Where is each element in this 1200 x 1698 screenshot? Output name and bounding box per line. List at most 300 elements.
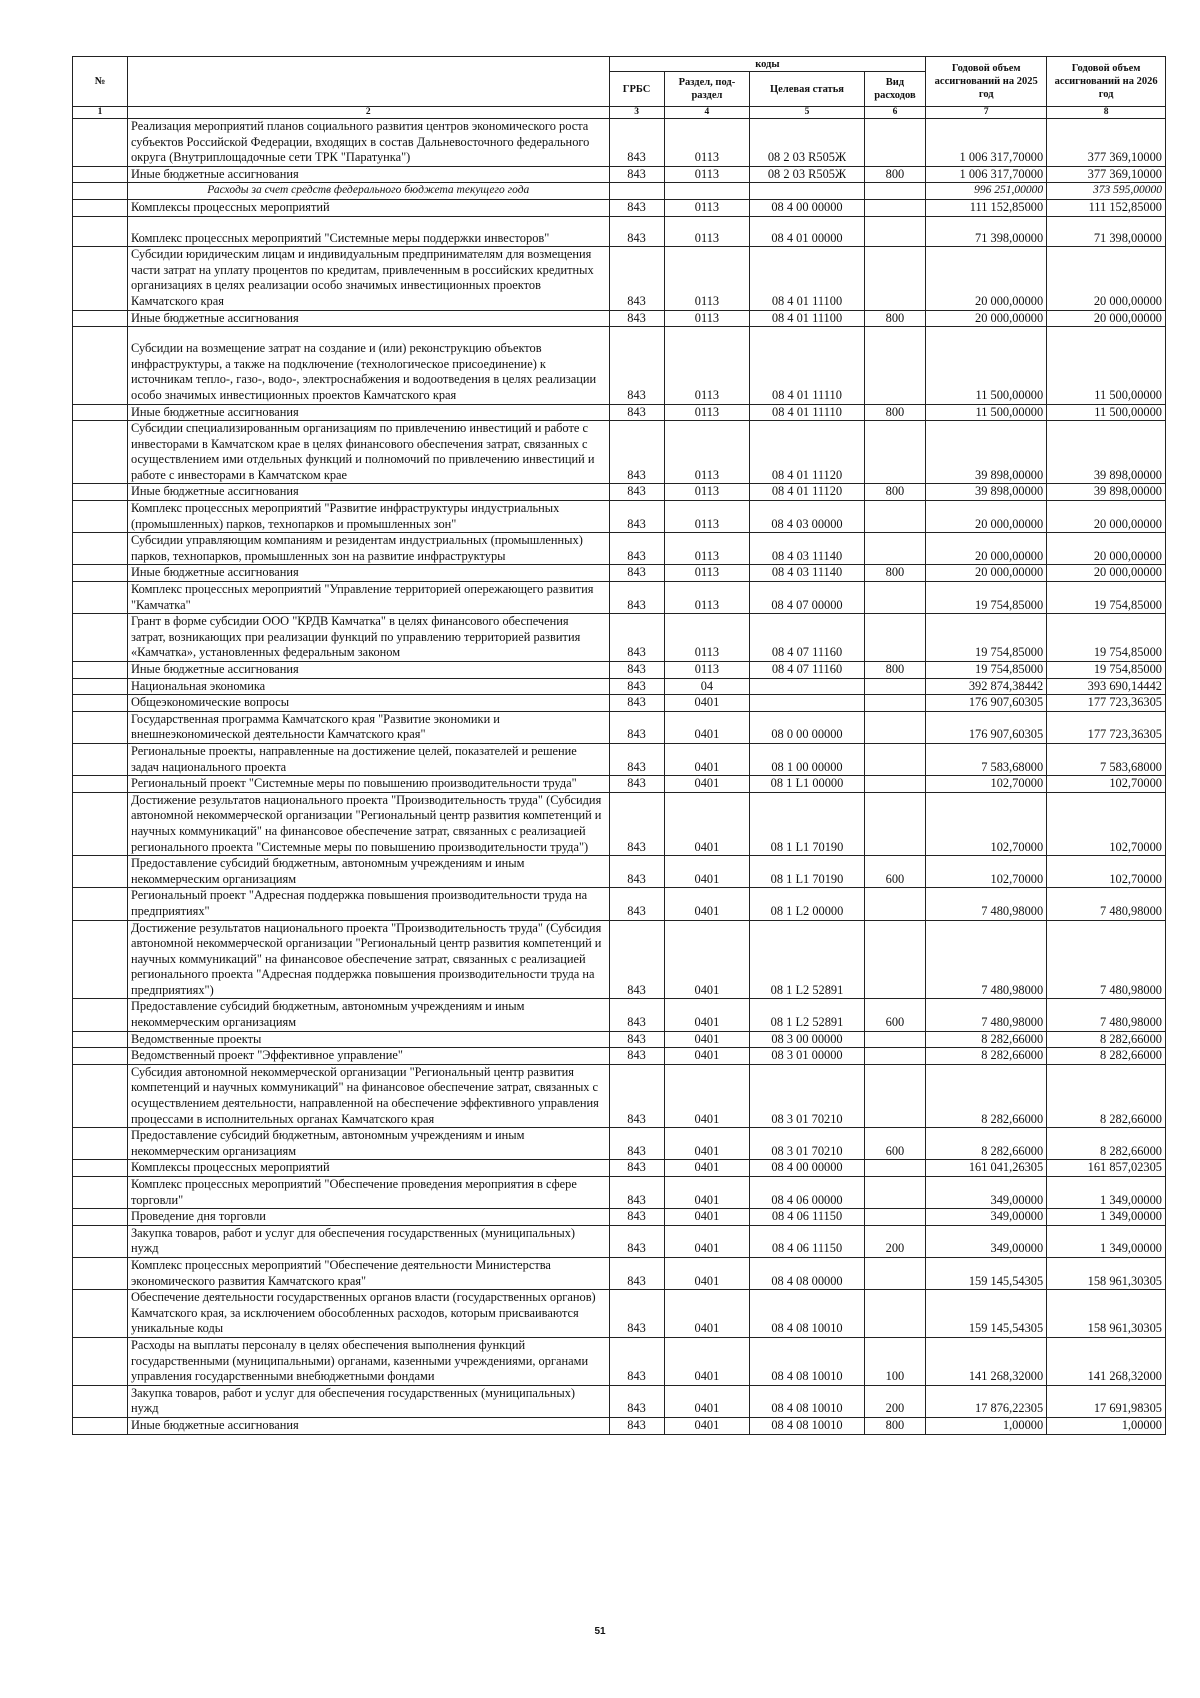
row-kind-cell bbox=[864, 711, 926, 743]
row-grbs-cell: 843 bbox=[609, 501, 664, 533]
row-vol-2025-cell: 7 480,98000 bbox=[926, 888, 1047, 920]
row-target-cell bbox=[750, 183, 864, 200]
row-target-cell: 08 4 08 00000 bbox=[750, 1257, 864, 1289]
row-section-cell: 0401 bbox=[664, 792, 750, 855]
row-section-cell: 0401 bbox=[664, 743, 750, 775]
row-target-cell: 08 4 06 11150 bbox=[750, 1225, 864, 1257]
row-number-cell bbox=[73, 501, 128, 533]
row-name-cell: Предоставление субсидий бюджетным, автономным учреждениям и иным некоммерческим организациям bbox=[127, 856, 609, 888]
table-row bbox=[73, 1209, 1166, 1226]
row-name-cell: Иные бюджетные ассигнования bbox=[127, 484, 609, 501]
row-vol-2026-cell: 19 754,85000 bbox=[1047, 582, 1166, 614]
row-kind-cell bbox=[864, 743, 926, 775]
row-target-cell: 08 4 03 11140 bbox=[750, 533, 864, 565]
row-section-cell bbox=[664, 183, 750, 200]
table-row bbox=[73, 1177, 1166, 1209]
table-row bbox=[73, 565, 1166, 582]
header-num: № bbox=[73, 57, 128, 107]
row-grbs-cell: 843 bbox=[609, 1385, 664, 1417]
row-target-cell: 08 4 01 11120 bbox=[750, 421, 864, 484]
row-vol-2026-cell: 8 282,66000 bbox=[1047, 1048, 1166, 1065]
row-vol-2026-cell: 377 369,10000 bbox=[1047, 166, 1166, 183]
row-target-cell: 08 1 00 00000 bbox=[750, 743, 864, 775]
table-row bbox=[73, 1128, 1166, 1160]
row-number-cell bbox=[73, 565, 128, 582]
row-vol-2025-cell: 39 898,00000 bbox=[926, 484, 1047, 501]
row-grbs-cell: 843 bbox=[609, 999, 664, 1031]
row-section-cell: 0113 bbox=[664, 501, 750, 533]
row-target-cell: 08 4 07 11160 bbox=[750, 614, 864, 662]
row-vol-2025-cell: 11 500,00000 bbox=[926, 327, 1047, 404]
row-target-cell: 08 4 07 00000 bbox=[750, 582, 864, 614]
row-vol-2026-cell: 71 398,00000 bbox=[1047, 216, 1166, 247]
row-vol-2026-cell: 20 000,00000 bbox=[1047, 501, 1166, 533]
row-section-cell: 0401 bbox=[664, 1225, 750, 1257]
row-kind-cell: 800 bbox=[864, 662, 926, 679]
row-grbs-cell: 843 bbox=[609, 327, 664, 404]
row-target-cell: 08 4 03 11140 bbox=[750, 565, 864, 582]
row-grbs-cell: 843 bbox=[609, 1128, 664, 1160]
row-name-cell: Комплекс процессных мероприятий "Развитие инфраструктуры индустриальных (промышленных) парков, технопарков и промышленных зон" bbox=[127, 501, 609, 533]
row-kind-cell: 600 bbox=[864, 999, 926, 1031]
row-name-cell: Иные бюджетные ассигнования bbox=[127, 565, 609, 582]
row-vol-2025-cell: 349,00000 bbox=[926, 1177, 1047, 1209]
table-header bbox=[73, 57, 1166, 119]
row-section-cell: 0401 bbox=[664, 1417, 750, 1434]
row-grbs-cell: 843 bbox=[609, 533, 664, 565]
row-kind-cell bbox=[864, 199, 926, 216]
row-vol-2025-cell: 102,70000 bbox=[926, 792, 1047, 855]
row-grbs-cell: 843 bbox=[609, 888, 664, 920]
row-vol-2025-cell: 7 480,98000 bbox=[926, 920, 1047, 999]
row-kind-cell bbox=[864, 695, 926, 712]
row-vol-2025-cell: 17 876,22305 bbox=[926, 1385, 1047, 1417]
row-name-cell: Национальная экономика bbox=[127, 678, 609, 695]
row-number-cell bbox=[73, 199, 128, 216]
row-target-cell: 08 4 01 11110 bbox=[750, 404, 864, 421]
row-target-cell: 08 4 08 10010 bbox=[750, 1417, 864, 1434]
row-target-cell: 08 4 08 10010 bbox=[750, 1385, 864, 1417]
row-number-cell bbox=[73, 1417, 128, 1434]
row-vol-2025-cell: 102,70000 bbox=[926, 856, 1047, 888]
row-vol-2025-cell: 102,70000 bbox=[926, 776, 1047, 793]
row-vol-2025-cell: 8 282,66000 bbox=[926, 1031, 1047, 1048]
table-row bbox=[73, 533, 1166, 565]
row-vol-2026-cell: 141 268,32000 bbox=[1047, 1337, 1166, 1385]
row-vol-2026-cell: 8 282,66000 bbox=[1047, 1128, 1166, 1160]
row-section-cell: 0401 bbox=[664, 1128, 750, 1160]
row-vol-2025-cell: 11 500,00000 bbox=[926, 404, 1047, 421]
row-target-cell: 08 3 00 00000 bbox=[750, 1031, 864, 1048]
row-target-cell: 08 4 06 00000 bbox=[750, 1177, 864, 1209]
row-kind-cell bbox=[864, 533, 926, 565]
row-grbs-cell: 843 bbox=[609, 1209, 664, 1226]
row-section-cell: 0113 bbox=[664, 119, 750, 167]
row-section-cell: 0401 bbox=[664, 776, 750, 793]
table-row bbox=[73, 1064, 1166, 1127]
row-name-cell: Субсидия автономной некоммерческой организации "Региональный центр развития компетенций и научных коммуникаций" на финансовое обеспечение затрат, связанных с осуществлением деятельности, направленной на обеспечение эффективного управления процессами в исполнительных органах Камчатского края bbox=[127, 1064, 609, 1127]
row-vol-2026-cell: 158 961,30305 bbox=[1047, 1290, 1166, 1338]
row-number-cell bbox=[73, 792, 128, 855]
row-kind-cell bbox=[864, 119, 926, 167]
row-name-cell: Государственная программа Камчатского края "Развитие экономики и внешнеэкономической деятельности Камчатского края" bbox=[127, 711, 609, 743]
row-grbs-cell: 843 bbox=[609, 614, 664, 662]
row-kind-cell: 100 bbox=[864, 1337, 926, 1385]
row-grbs-cell: 843 bbox=[609, 1337, 664, 1385]
row-section-cell: 0401 bbox=[664, 1031, 750, 1048]
row-name-cell: Ведомственный проект "Эффективное управление" bbox=[127, 1048, 609, 1065]
row-target-cell: 08 2 03 R505Ж bbox=[750, 119, 864, 167]
row-grbs-cell: 843 bbox=[609, 421, 664, 484]
row-number-cell bbox=[73, 166, 128, 183]
row-kind-cell: 600 bbox=[864, 1128, 926, 1160]
table-row bbox=[73, 792, 1166, 855]
document-page bbox=[72, 56, 1166, 1435]
row-target-cell bbox=[750, 695, 864, 712]
row-target-cell bbox=[750, 678, 864, 695]
row-section-cell: 0401 bbox=[664, 711, 750, 743]
row-vol-2025-cell: 20 000,00000 bbox=[926, 501, 1047, 533]
row-kind-cell: 800 bbox=[864, 1417, 926, 1434]
table-row bbox=[73, 1417, 1166, 1434]
row-name-cell: Достижение результатов национального проекта "Производительность труда" (Субсидия автономной некоммерческой организации "Региональный центр развития компетенций и научных коммуникаций" на финансовое обеспечение затрат, связанных с реализацией регионального проекта "Адресная поддержка повышения производительности труда на предприятиях") bbox=[127, 920, 609, 999]
row-vol-2025-cell: 1 006 317,70000 bbox=[926, 166, 1047, 183]
row-name-cell: Региональные проекты, направленные на достижение целей, показателей и решение задач национального проекта bbox=[127, 743, 609, 775]
row-name-cell: Закупка товаров, работ и услуг для обеспечения государственных (муниципальных) нужд bbox=[127, 1385, 609, 1417]
row-number-cell bbox=[73, 310, 128, 327]
row-vol-2026-cell: 393 690,14442 bbox=[1047, 678, 1166, 695]
table-row bbox=[73, 920, 1166, 999]
row-number-cell bbox=[73, 421, 128, 484]
row-target-cell: 08 1 L2 52891 bbox=[750, 920, 864, 999]
row-vol-2025-cell: 19 754,85000 bbox=[926, 582, 1047, 614]
row-number-cell bbox=[73, 678, 128, 695]
row-name-cell: Предоставление субсидий бюджетным, автономным учреждениям и иным некоммерческим организациям bbox=[127, 999, 609, 1031]
table-row bbox=[73, 247, 1166, 310]
row-grbs-cell: 843 bbox=[609, 792, 664, 855]
table-row bbox=[73, 856, 1166, 888]
row-vol-2026-cell: 17 691,98305 bbox=[1047, 1385, 1166, 1417]
table-body bbox=[73, 119, 1166, 1435]
row-number-cell bbox=[73, 1225, 128, 1257]
row-kind-cell bbox=[864, 183, 926, 200]
row-name-cell: Комплексы процессных мероприятий bbox=[127, 199, 609, 216]
row-grbs-cell: 843 bbox=[609, 743, 664, 775]
row-number-cell bbox=[73, 999, 128, 1031]
row-kind-cell bbox=[864, 1209, 926, 1226]
row-grbs-cell: 843 bbox=[609, 1225, 664, 1257]
row-vol-2025-cell: 349,00000 bbox=[926, 1209, 1047, 1226]
row-target-cell: 08 1 L2 52891 bbox=[750, 999, 864, 1031]
row-section-cell: 0401 bbox=[664, 920, 750, 999]
row-number-cell bbox=[73, 1031, 128, 1048]
table-row bbox=[73, 1031, 1166, 1048]
row-section-cell: 04 bbox=[664, 678, 750, 695]
row-name-cell: Расходы за счет средств федерального бюджета текущего года bbox=[127, 183, 609, 200]
row-name-cell: Расходы на выплаты персоналу в целях обеспечения выполнения функций государственными (муниципальными) органами, казенными учреждениями, органами управления государственными внебюджетными фондами bbox=[127, 1337, 609, 1385]
row-number-cell bbox=[73, 1385, 128, 1417]
row-number-cell bbox=[73, 1048, 128, 1065]
table-row bbox=[73, 1048, 1166, 1065]
table-row bbox=[73, 404, 1166, 421]
header-vol-2026: Годовой объем ассигнований на 2026 год bbox=[1047, 57, 1166, 107]
row-name-cell: Реализация мероприятий планов социального развития центров экономического роста субъектов Российской Федерации, входящих в состав Дальневосточного федерального округа (Внутриплощадочные сети ТРК "Паратунка") bbox=[127, 119, 609, 167]
row-target-cell: 08 4 01 11100 bbox=[750, 310, 864, 327]
row-kind-cell bbox=[864, 678, 926, 695]
row-vol-2026-cell: 1,00000 bbox=[1047, 1417, 1166, 1434]
row-kind-cell bbox=[864, 920, 926, 999]
row-vol-2026-cell: 161 857,02305 bbox=[1047, 1160, 1166, 1177]
row-vol-2025-cell: 159 145,54305 bbox=[926, 1290, 1047, 1338]
row-name-cell: Обеспечение деятельности государственных органов власти (государственных органов) Камчатского края, за исключением обособленных расходов, которым присваиваются уникальные коды bbox=[127, 1290, 609, 1338]
row-name-cell: Предоставление субсидий бюджетным, автономным учреждениям и иным некоммерческим организациям bbox=[127, 1128, 609, 1160]
row-vol-2025-cell: 392 874,38442 bbox=[926, 678, 1047, 695]
row-section-cell: 0401 bbox=[664, 1337, 750, 1385]
row-vol-2025-cell: 161 041,26305 bbox=[926, 1160, 1047, 1177]
row-section-cell: 0113 bbox=[664, 533, 750, 565]
row-vol-2026-cell: 8 282,66000 bbox=[1047, 1064, 1166, 1127]
row-vol-2026-cell: 39 898,00000 bbox=[1047, 421, 1166, 484]
table-row bbox=[73, 888, 1166, 920]
table-row bbox=[73, 327, 1166, 404]
row-target-cell: 08 4 01 00000 bbox=[750, 216, 864, 247]
row-vol-2025-cell: 19 754,85000 bbox=[926, 614, 1047, 662]
row-vol-2026-cell: 1 349,00000 bbox=[1047, 1209, 1166, 1226]
row-vol-2025-cell: 19 754,85000 bbox=[926, 662, 1047, 679]
row-grbs-cell: 843 bbox=[609, 484, 664, 501]
header-name bbox=[127, 57, 609, 107]
row-target-cell: 08 3 01 00000 bbox=[750, 1048, 864, 1065]
row-kind-cell bbox=[864, 888, 926, 920]
row-kind-cell bbox=[864, 1257, 926, 1289]
row-vol-2026-cell: 1 349,00000 bbox=[1047, 1225, 1166, 1257]
row-kind-cell: 800 bbox=[864, 565, 926, 582]
row-name-cell: Иные бюджетные ассигнования bbox=[127, 310, 609, 327]
row-target-cell: 08 3 01 70210 bbox=[750, 1128, 864, 1160]
column-number: 7 bbox=[926, 107, 1047, 119]
row-number-cell bbox=[73, 247, 128, 310]
column-number: 6 bbox=[864, 107, 926, 119]
row-number-cell bbox=[73, 484, 128, 501]
row-number-cell bbox=[73, 1290, 128, 1338]
row-vol-2025-cell: 20 000,00000 bbox=[926, 247, 1047, 310]
row-section-cell: 0401 bbox=[664, 1385, 750, 1417]
row-target-cell: 08 1 L2 00000 bbox=[750, 888, 864, 920]
row-number-cell bbox=[73, 1209, 128, 1226]
row-number-cell bbox=[73, 119, 128, 167]
row-kind-cell: 800 bbox=[864, 484, 926, 501]
row-kind-cell bbox=[864, 327, 926, 404]
table-row bbox=[73, 743, 1166, 775]
row-number-cell bbox=[73, 920, 128, 999]
header-vol-2025: Годовой объем ассигнований на 2025 год bbox=[926, 57, 1047, 107]
row-section-cell: 0401 bbox=[664, 856, 750, 888]
table-row bbox=[73, 999, 1166, 1031]
table-row bbox=[73, 183, 1166, 200]
row-vol-2026-cell: 8 282,66000 bbox=[1047, 1031, 1166, 1048]
row-vol-2025-cell: 39 898,00000 bbox=[926, 421, 1047, 484]
row-kind-cell bbox=[864, 1048, 926, 1065]
row-name-cell: Иные бюджетные ассигнования bbox=[127, 1417, 609, 1434]
row-vol-2025-cell: 1 006 317,70000 bbox=[926, 119, 1047, 167]
column-number: 2 bbox=[127, 107, 609, 119]
row-vol-2026-cell: 102,70000 bbox=[1047, 856, 1166, 888]
row-kind-cell: 800 bbox=[864, 166, 926, 183]
row-grbs-cell: 843 bbox=[609, 216, 664, 247]
row-section-cell: 0113 bbox=[664, 404, 750, 421]
row-target-cell: 08 1 L1 00000 bbox=[750, 776, 864, 793]
table-row bbox=[73, 1385, 1166, 1417]
row-grbs-cell: 843 bbox=[609, 1160, 664, 1177]
row-grbs-cell: 843 bbox=[609, 1177, 664, 1209]
row-number-cell bbox=[73, 1128, 128, 1160]
row-grbs-cell: 843 bbox=[609, 310, 664, 327]
row-vol-2026-cell: 11 500,00000 bbox=[1047, 327, 1166, 404]
row-target-cell: 08 4 08 10010 bbox=[750, 1337, 864, 1385]
row-section-cell: 0401 bbox=[664, 1177, 750, 1209]
row-vol-2025-cell: 176 907,60305 bbox=[926, 711, 1047, 743]
row-name-cell: Комплексы процессных мероприятий bbox=[127, 1160, 609, 1177]
row-grbs-cell: 843 bbox=[609, 166, 664, 183]
row-vol-2025-cell: 176 907,60305 bbox=[926, 695, 1047, 712]
row-grbs-cell: 843 bbox=[609, 1290, 664, 1338]
row-section-cell: 0401 bbox=[664, 1064, 750, 1127]
row-vol-2025-cell: 159 145,54305 bbox=[926, 1257, 1047, 1289]
row-vol-2025-cell: 349,00000 bbox=[926, 1225, 1047, 1257]
row-kind-cell bbox=[864, 776, 926, 793]
row-kind-cell bbox=[864, 614, 926, 662]
table-row bbox=[73, 1257, 1166, 1289]
table-row bbox=[73, 310, 1166, 327]
header-target: Целевая статья bbox=[750, 72, 864, 107]
row-name-cell: Иные бюджетные ассигнования bbox=[127, 404, 609, 421]
row-target-cell: 08 3 01 70210 bbox=[750, 1064, 864, 1127]
row-number-cell bbox=[73, 1177, 128, 1209]
row-number-cell bbox=[73, 1337, 128, 1385]
row-section-cell: 0113 bbox=[664, 662, 750, 679]
row-name-cell: Закупка товаров, работ и услуг для обеспечения государственных (муниципальных) нужд bbox=[127, 1225, 609, 1257]
row-grbs-cell: 843 bbox=[609, 247, 664, 310]
row-vol-2025-cell: 7 583,68000 bbox=[926, 743, 1047, 775]
row-section-cell: 0113 bbox=[664, 582, 750, 614]
row-kind-cell: 200 bbox=[864, 1385, 926, 1417]
row-kind-cell bbox=[864, 421, 926, 484]
column-number: 5 bbox=[750, 107, 864, 119]
table-row bbox=[73, 1160, 1166, 1177]
row-kind-cell bbox=[864, 1064, 926, 1127]
row-vol-2026-cell: 377 369,10000 bbox=[1047, 119, 1166, 167]
row-name-cell: Комплекс процессных мероприятий "Обеспечение проведения мероприятия в сфере торговли" bbox=[127, 1177, 609, 1209]
row-grbs-cell: 843 bbox=[609, 565, 664, 582]
row-name-cell: Иные бюджетные ассигнования bbox=[127, 662, 609, 679]
row-target-cell: 08 4 07 11160 bbox=[750, 662, 864, 679]
row-section-cell: 0401 bbox=[664, 999, 750, 1031]
row-kind-cell bbox=[864, 1031, 926, 1048]
row-section-cell: 0113 bbox=[664, 199, 750, 216]
row-number-cell bbox=[73, 1160, 128, 1177]
table-row bbox=[73, 216, 1166, 247]
row-name-cell: Общеэкономические вопросы bbox=[127, 695, 609, 712]
row-name-cell: Достижение результатов национального проекта "Производительность труда" (Субсидия автономной некоммерческой организации "Региональный центр развития компетенций и научных коммуникаций" на финансовое обеспечение затрат, связанных с реализацией регионального проекта "Системные меры по повышению производительности труда") bbox=[127, 792, 609, 855]
row-number-cell bbox=[73, 662, 128, 679]
row-grbs-cell: 843 bbox=[609, 920, 664, 999]
row-grbs-cell: 843 bbox=[609, 1417, 664, 1434]
row-vol-2025-cell: 8 282,66000 bbox=[926, 1064, 1047, 1127]
row-target-cell: 08 4 01 11110 bbox=[750, 327, 864, 404]
row-name-cell: Иные бюджетные ассигнования bbox=[127, 166, 609, 183]
row-vol-2025-cell: 141 268,32000 bbox=[926, 1337, 1047, 1385]
row-number-cell bbox=[73, 216, 128, 247]
row-target-cell: 08 2 03 R505Ж bbox=[750, 166, 864, 183]
row-number-cell bbox=[73, 1064, 128, 1127]
row-name-cell: Комплекс процессных мероприятий "Управление территорией опережающего развития "Камчатка" bbox=[127, 582, 609, 614]
row-number-cell bbox=[73, 888, 128, 920]
row-section-cell: 0113 bbox=[664, 216, 750, 247]
row-number-cell bbox=[73, 1257, 128, 1289]
row-target-cell: 08 4 01 11100 bbox=[750, 247, 864, 310]
column-number-row bbox=[73, 107, 1166, 119]
row-target-cell: 08 4 00 00000 bbox=[750, 1160, 864, 1177]
row-number-cell bbox=[73, 743, 128, 775]
row-name-cell: Комплекс процессных мероприятий "Обеспечение деятельности Министерства экономического развития Камчатского края" bbox=[127, 1257, 609, 1289]
row-vol-2026-cell: 20 000,00000 bbox=[1047, 533, 1166, 565]
column-number: 4 bbox=[664, 107, 750, 119]
table-row bbox=[73, 119, 1166, 167]
row-vol-2026-cell: 7 480,98000 bbox=[1047, 999, 1166, 1031]
row-kind-cell bbox=[864, 582, 926, 614]
row-vol-2026-cell: 7 480,98000 bbox=[1047, 920, 1166, 999]
row-grbs-cell: 843 bbox=[609, 776, 664, 793]
row-section-cell: 0401 bbox=[664, 1160, 750, 1177]
row-target-cell: 08 0 00 00000 bbox=[750, 711, 864, 743]
row-vol-2026-cell: 20 000,00000 bbox=[1047, 247, 1166, 310]
row-name-cell: Ведомственные проекты bbox=[127, 1031, 609, 1048]
row-kind-cell bbox=[864, 1177, 926, 1209]
row-grbs-cell: 843 bbox=[609, 404, 664, 421]
row-kind-cell bbox=[864, 216, 926, 247]
row-vol-2026-cell: 19 754,85000 bbox=[1047, 614, 1166, 662]
header-kind: Вид расходов bbox=[864, 72, 926, 107]
row-grbs-cell: 843 bbox=[609, 1048, 664, 1065]
row-vol-2026-cell: 7 480,98000 bbox=[1047, 888, 1166, 920]
row-vol-2026-cell: 39 898,00000 bbox=[1047, 484, 1166, 501]
row-vol-2025-cell: 7 480,98000 bbox=[926, 999, 1047, 1031]
row-kind-cell: 600 bbox=[864, 856, 926, 888]
row-kind-cell bbox=[864, 247, 926, 310]
header-section: Раздел, под-раздел bbox=[664, 72, 750, 107]
table-row bbox=[73, 199, 1166, 216]
row-vol-2026-cell: 102,70000 bbox=[1047, 776, 1166, 793]
row-number-cell bbox=[73, 776, 128, 793]
table-row bbox=[73, 614, 1166, 662]
row-target-cell: 08 4 00 00000 bbox=[750, 199, 864, 216]
table-row bbox=[73, 662, 1166, 679]
row-name-cell: Комплекс процессных мероприятий "Системные меры поддержки инвесторов" bbox=[127, 216, 609, 247]
column-number: 8 bbox=[1047, 107, 1166, 119]
row-name-cell: Субсидии юридическим лицам и индивидуальным предпринимателям для возмещения части затрат на уплату процентов по кредитам, привлеченным в российских кредитных организациях в целях реализации особо значимых инвестиционных проектов Камчатского края bbox=[127, 247, 609, 310]
row-vol-2026-cell: 102,70000 bbox=[1047, 792, 1166, 855]
column-number: 3 bbox=[609, 107, 664, 119]
row-kind-cell: 200 bbox=[864, 1225, 926, 1257]
table-row bbox=[73, 484, 1166, 501]
row-vol-2025-cell: 8 282,66000 bbox=[926, 1048, 1047, 1065]
row-section-cell: 0401 bbox=[664, 1048, 750, 1065]
row-section-cell: 0401 bbox=[664, 1290, 750, 1338]
row-grbs-cell: 843 bbox=[609, 1031, 664, 1048]
row-vol-2026-cell: 177 723,36305 bbox=[1047, 695, 1166, 712]
row-grbs-cell: 843 bbox=[609, 856, 664, 888]
row-section-cell: 0113 bbox=[664, 565, 750, 582]
